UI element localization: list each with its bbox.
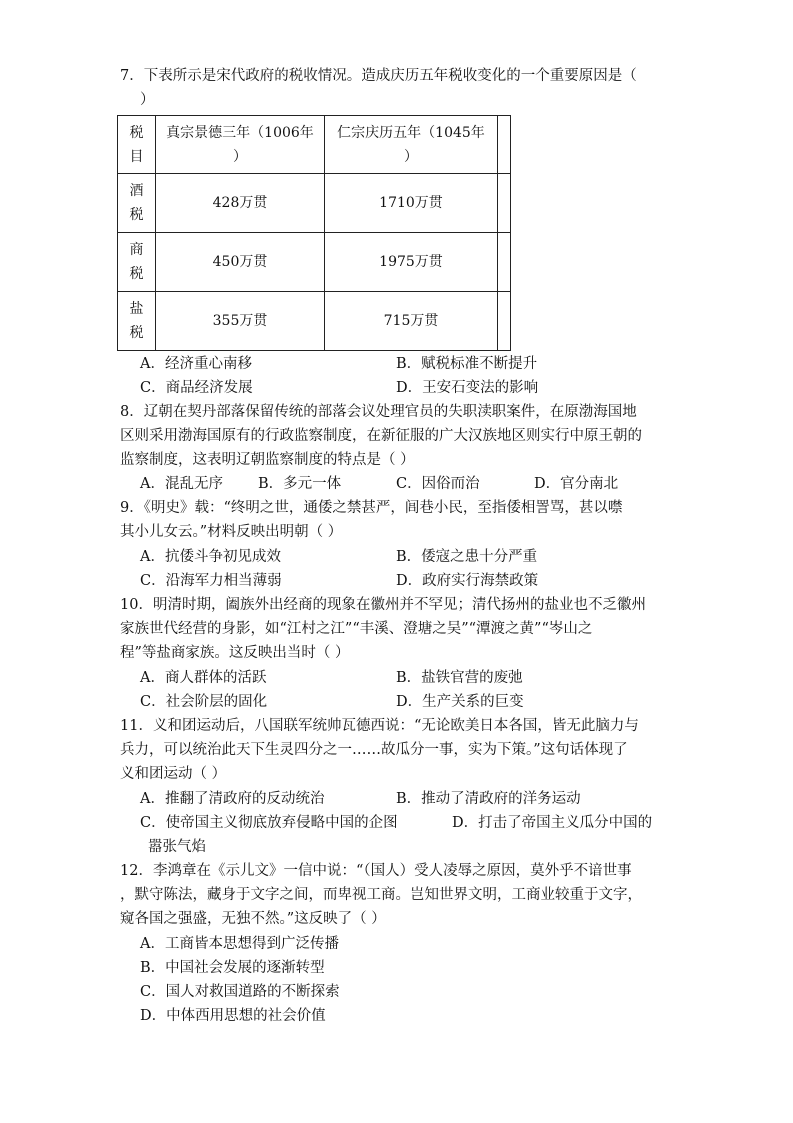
tax-table	[117, 115, 511, 351]
subject-header-cell	[118, 116, 156, 174]
q8-stem-line3: 监察制度，这表明辽朝监察制度的特点是（ ）	[120, 452, 415, 468]
q11-stem-line1: 11．义和团运动后，八国联军统帅瓦德西说：“无论欧美日本各国，皆无此脑力与	[120, 718, 639, 734]
q9-option-a[interactable]: A．抗倭斗争初见成效	[140, 549, 281, 565]
q12-stem-line3: 窥各国之强盛，无独不然。”这反映了（ ）	[120, 911, 386, 927]
q9-option-b[interactable]: B．倭寇之患十分严重	[396, 549, 538, 565]
q10-stem-line3: 程”等盐商家族。这反映出当时（ ）	[120, 645, 350, 661]
subject-cell	[118, 292, 156, 351]
q7-stem-line2: ）	[140, 92, 155, 108]
q12-stem-line2: ，默守陈法，藏身于文字之间，而卑视工商。岂知世界文明，工商业较重于文字，	[120, 887, 642, 903]
value-cell: 428万贯	[156, 174, 325, 233]
subject-line2: 税	[129, 325, 144, 341]
q9-option-c[interactable]: C．沿海军力相当薄弱	[140, 573, 282, 589]
q10-option-b[interactable]: B．盐铁官营的废弛	[396, 670, 523, 686]
q7-stem-line1: 7．下表所示是宋代政府的税收情况。造成庆历五年税收变化的一个重要原因是（	[120, 68, 637, 84]
q10-stem-line2: 家族世代经营的身影，如“江村之江”“丰溪、澄塘之吴”“潭渡之黄”“岑山之	[120, 621, 593, 637]
q7-option-c[interactable]: C．商品经济发展	[140, 380, 253, 396]
subject-header-line1: 税	[129, 124, 144, 141]
q10-option-a[interactable]: A．商人群体的活跃	[140, 670, 267, 686]
q8-option-c[interactable]: C．因俗而治	[396, 476, 480, 492]
value-cell: 715万贯	[325, 292, 498, 351]
q11-stem-line3: 义和团运动（ ）	[120, 766, 227, 782]
table-row	[118, 233, 511, 292]
table-row	[118, 174, 511, 233]
subject-header-line2: 目	[129, 148, 144, 165]
q9-stem-line1: 9．《明史》载：“终明之世，通倭之禁甚严，闾巷小民，至指倭相詈骂，甚以噤	[120, 500, 623, 516]
table-row	[118, 292, 511, 351]
subject-line1: 酒	[129, 183, 144, 199]
q10-option-d[interactable]: D．生产关系的巨变	[396, 694, 524, 710]
q10-option-c[interactable]: C．社会阶层的固化	[140, 694, 268, 710]
q9-option-d[interactable]: D．政府实行海禁政策	[396, 573, 539, 589]
q12-stem-line1: 12．李鸿章在《示儿文》一信中说：“（国人）受人凌辱之原因，莫外乎不谙世事	[120, 863, 632, 879]
q8-option-b[interactable]: B．多元一体	[258, 476, 342, 492]
tax-table-header-row	[118, 116, 511, 174]
q12-option-c[interactable]: C．国人对救国道路的不断探索	[140, 984, 340, 1000]
q12-option-a[interactable]: A．工商皆本思想得到广泛传播	[140, 936, 339, 952]
col1-header-line1: 真宗景德三年（1006年	[166, 124, 314, 141]
q7-option-d[interactable]: D．王安石变法的影响	[396, 380, 539, 396]
q12-option-d[interactable]: D．中体西用思想的社会价值	[140, 1008, 326, 1024]
q11-option-d[interactable]: D．打击了帝国主义瓜分中国的	[452, 815, 653, 831]
value-cell: 355万贯	[156, 292, 325, 351]
col2-header-line1: 仁宗庆历五年（1045年	[337, 124, 485, 141]
q11-option-b[interactable]: B．推动了清政府的洋务运动	[396, 791, 581, 807]
subject-line2: 税	[129, 266, 144, 282]
q11-option-a[interactable]: A．推翻了清政府的反动统治	[140, 791, 325, 807]
empty-cell	[498, 174, 511, 233]
subject-line1: 商	[129, 242, 144, 258]
q7-option-b[interactable]: B．赋税标准不断提升	[396, 356, 538, 372]
subject-cell	[118, 174, 156, 233]
value-cell: 1710万贯	[325, 174, 498, 233]
empty-cell	[498, 116, 511, 174]
q8-option-a[interactable]: A．混乱无序	[140, 476, 223, 492]
col1-header-cell	[156, 116, 325, 174]
value-cell: 450万贯	[156, 233, 325, 292]
q7-option-a[interactable]: A．经济重心南移	[140, 356, 252, 372]
col1-header-line2: ）	[233, 148, 247, 165]
q8-stem-line2: 区则采用渤海国原有的行政监察制度，在新征服的广大汉族地区则实行中原王朝的	[120, 428, 642, 444]
q11-stem-line2: 兵力，可以统治此天下生灵四分之一……故瓜分一事，实为下策。”这句话体现了	[120, 742, 628, 758]
q8-stem-line1: 8．辽朝在契丹部落保留传统的部落会议处理官员的失职渎职案件，在原渤海国地	[120, 404, 637, 420]
q11-option-c[interactable]: C．使帝国主义彻底放弃侵略中国的企图	[140, 815, 398, 831]
q11-option-d-continued: 嚣张气焰	[148, 839, 206, 855]
col2-header-cell	[325, 116, 498, 174]
q9-stem-line2: 其小儿女云。”材料反映出明朝（ ）	[120, 524, 343, 540]
empty-cell	[498, 233, 511, 292]
subject-line2: 税	[129, 207, 144, 223]
subject-cell	[118, 233, 156, 292]
q8-option-d[interactable]: D．官分南北	[534, 476, 619, 492]
value-cell: 1975万贯	[325, 233, 498, 292]
col2-header-line2: ）	[404, 148, 418, 165]
empty-cell	[498, 292, 511, 351]
subject-line1: 盐	[129, 301, 144, 317]
q12-option-b[interactable]: B．中国社会发展的逐渐转型	[140, 960, 325, 976]
q10-stem-line1: 10．明清时期，阖族外出经商的现象在徽州并不罕见；清代扬州的盐业也不乏徽州	[120, 597, 646, 613]
